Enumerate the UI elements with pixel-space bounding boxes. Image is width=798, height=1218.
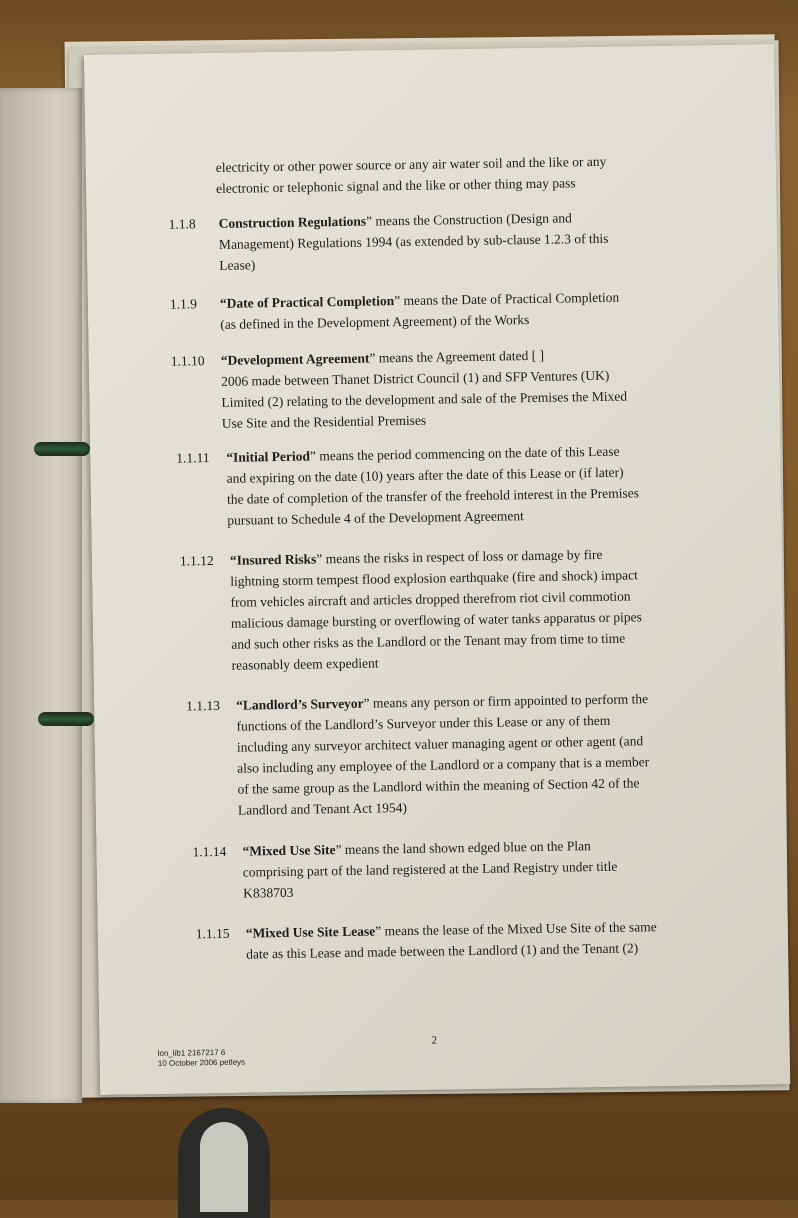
- clause-text: ” means the Date of Practical Completion: [394, 289, 620, 309]
- intro-line: electricity or other power source or any air water soil and the like or any: [215, 153, 607, 175]
- clause-line: Management) Regulations 1994 (as extended by sub-clause 1.2.3 of this: [218, 230, 609, 252]
- clause-text: ” means the risks in respect of loss or damage by fire: [316, 546, 603, 567]
- clause-number: 1.1.14: [192, 843, 227, 860]
- clause-1-1-14: [192, 834, 662, 901]
- clause-text: ” means the Construction (Design and: [365, 210, 572, 229]
- footer-date: 10 October 2006 petleys: [157, 1057, 246, 1068]
- clause-line: functions of the Landlord’s Surveyor under this Lease or any of them: [236, 712, 611, 734]
- clause-number: 1.1.12: [179, 553, 214, 569]
- clause-term: “Initial Period: [226, 448, 311, 465]
- clause-1-1-12: [179, 543, 650, 673]
- clause-text: ” means the land shown edged blue on the Plan: [335, 838, 591, 858]
- clause-number: 1.1.13: [186, 697, 221, 714]
- clause-line: also including any employee of the Landlord or a company that is a member: [237, 754, 650, 776]
- clause-1-1-11: [176, 440, 646, 528]
- binder-left-page: [0, 88, 82, 1103]
- clause-1-1-15: [195, 916, 666, 962]
- clause-line: (as defined in the Development Agreement) of the Works: [220, 312, 530, 332]
- clause-line: Landlord and Tenant Act 1954): [237, 800, 407, 818]
- clause-term: Construction Regulations: [218, 213, 367, 231]
- clause-line: Use Site and the Residential Premises: [221, 412, 427, 431]
- clause-1-1-13: [186, 688, 656, 818]
- clause-line: lightning storm tempest flood explosion earthquake (fire and shock) impact: [230, 567, 638, 589]
- clause-line: and such other risks as the Landlord or the Tenant may from time to time: [231, 630, 626, 652]
- intro-line: electronic or telephonic signal and the like or other thing may pass: [215, 175, 576, 196]
- clause-text: ” means the Agreement dated [ ]: [369, 347, 545, 366]
- clause-line: reasonably deem expedient: [231, 655, 379, 673]
- clause-number: 1.1.15: [195, 925, 230, 942]
- clause-line: Limited (2) relating to the development and sale of the Premises the Mixed: [221, 388, 628, 410]
- clause-line: and expiring on the date (10) years after the date of this Lease or (if later): [226, 464, 624, 486]
- binder-ring-top: [34, 442, 90, 456]
- clause-number: 1.1.11: [176, 450, 210, 466]
- clause-number: 1.1.8: [168, 216, 196, 232]
- clause-line: from vehicles aircraft and articles dropped therefrom riot civil commotion: [230, 588, 631, 610]
- clause-text: ” means the period commencing on the date of this Lease: [309, 443, 620, 464]
- clause-line: comprising part of the land registered at the Land Registry under title: [242, 858, 618, 880]
- clause-1-1-10: [170, 343, 641, 431]
- foreground-object-highlight: [200, 1122, 248, 1212]
- clause-term: “Mixed Use Site: [242, 842, 336, 859]
- clause-line: date as this Lease and made between the Landlord (1) and the Tenant (2): [246, 940, 639, 962]
- clause-text: ” means the lease of the Mixed Use Site of the same: [375, 919, 657, 939]
- intro-text: [216, 150, 657, 199]
- clause-line: malicious damage bursting or overflowing of water tanks apparatus or pipes: [230, 609, 642, 631]
- footer-reference: lon_lib1 2167217 6: [157, 1047, 226, 1058]
- clause-term: “Insured Risks: [229, 551, 317, 568]
- page-number: 2: [431, 1034, 438, 1047]
- clause-line: Lease): [219, 257, 256, 273]
- clause-line: 2006 made between Thanet District Council (1) and SFP Ventures (UK): [221, 367, 610, 389]
- clause-1-1-8: [168, 206, 639, 273]
- document-page: [84, 44, 790, 1095]
- document-footer: [158, 1048, 245, 1069]
- clause-line: the date of completion of the transfer of the freehold interest in the Premises: [226, 485, 640, 507]
- clause-term: “Date of Practical Completion: [219, 293, 395, 311]
- clause-term: “Mixed Use Site Lease: [245, 923, 376, 941]
- clause-line: K838703: [243, 884, 294, 901]
- clause-line: pursuant to Schedule 4 of the Development Agreement: [227, 508, 524, 528]
- clause-text: ” means any person or firm appointed to perform the: [363, 691, 649, 711]
- binder-ring-bottom: [38, 712, 94, 726]
- clause-line: of the same group as the Landlord within the meaning of Section 42 of the: [237, 775, 640, 797]
- clause-number: 1.1.9: [169, 296, 198, 312]
- clause-term: “Landlord’s Surveyor: [236, 695, 364, 713]
- clause-number: 1.1.10: [170, 353, 205, 369]
- clause-line: including any surveyor architect valuer managing agent or other agent (and: [236, 733, 644, 755]
- clause-term: “Development Agreement: [220, 350, 370, 368]
- clause-1-1-9: [169, 286, 640, 332]
